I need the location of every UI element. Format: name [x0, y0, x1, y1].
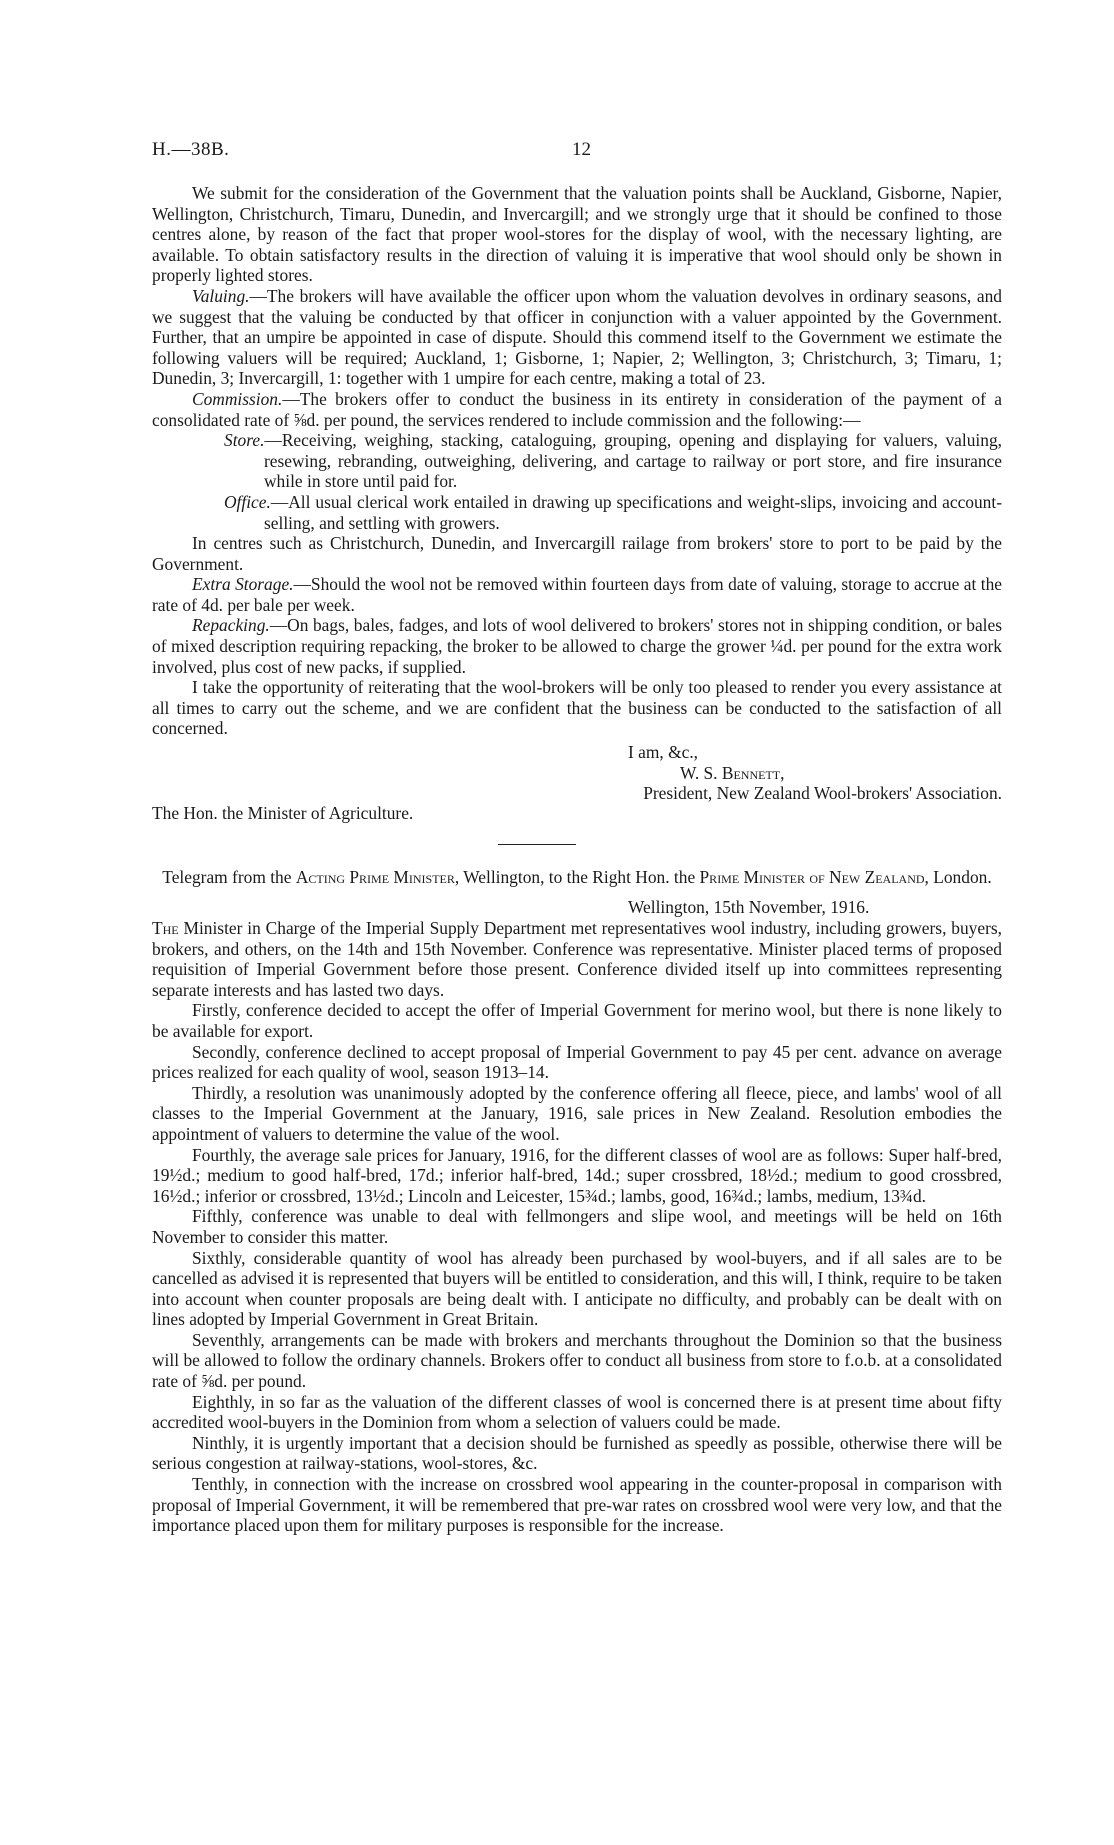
letter-paragraph-valuing [152, 286, 1002, 389]
telegram-title-part: Acting Prime Minister [295, 866, 455, 887]
telegram-paragraph: Tenthly, in connection with the increase on crossbred wool appearing in the counter-proposal in comparison with proposal of Imperial Government, it will be remembered that pre-war rates on crossbred wool were very low, and that the importance placed upon them for military purposes is responsible for the increase. [152, 1474, 1002, 1536]
section-text: —All usual clerical work entailed in drawing up specifications and weight-slips, invoicing and account-selling, and settling with growers. [264, 491, 1002, 533]
section-text: —The brokers will have available the officer upon whom the valuation devolves in ordinary seasons, and we suggest that the valuing be conducted by that officer in conjunction with a valuer appointed by the Government. Further, that an umpire be appointed in case of dispute. Should this commend itself to the Government we estimate the following valuers will be required; Auckland, 1; Gisborne, 1; Napier, 2; Wellington, 3; Christchurch, 3; Timaru, 1; Dunedin, 3; Invercargill, 1: together with 1 umpire for each centre, making a total of 23. [152, 285, 1002, 389]
letter-paragraph: We submit for the consideration of the Government that the valuation points shall be Auckland, Gisborne, Napier, Wellington, Christchurch, Timaru, Dunedin, and Invercargill; and we strongly urge that it should be confined to those centres alone, by reason of the fact that proper wool-stores for the display of wool, with the necessary lighting, are available. To obtain satisfactory results in the direction of valuing it is imperative that wool should only be shown in properly lighted stores. [152, 183, 1002, 286]
telegram-title-part: , Wellington, to the Right Hon. the [454, 866, 700, 887]
letter-paragraph-extra-storage [152, 574, 1002, 615]
telegram-dateline: Wellington, 15th November, 1916. [628, 897, 870, 918]
letter-subparagraph-office [224, 491, 1002, 533]
letter-signer-title: President, New Zealand Wool-brokers' Association. [643, 783, 1002, 804]
telegram-text: Minister in Charge of the Imperial Supply Department met representatives wool industry, including growers, buyers, brokers, and others, on the 14th and 15th November. Conference was representative. Minister placed terms of proposed requisition of Imperial Government before those present. Conference divided itself up into committees representing separate interests and has lasted two days. [152, 918, 1002, 1000]
telegram-paragraph: Seventhly, arrangements can be made with brokers and merchants throughout the Dominion so that the business will be allowed to follow the ordinary channels. Brokers offer to conduct all business from store to f.o.b. at a consolidated rate of ⅝d. per pound. [152, 1329, 1002, 1392]
section-label: Repacking. [192, 615, 270, 636]
section-label: Extra Storage. [192, 574, 294, 595]
telegram-paragraph [152, 918, 1002, 1000]
section-text: —The brokers offer to conduct the business in its entirety in consideration of the payment of a consolidated rate of ⅝d. per pound, the services rendered to include commission and the following:— [152, 388, 1002, 430]
section-label: Office. [224, 491, 271, 512]
telegram-title [152, 867, 1002, 888]
telegram-lead-word: The [152, 918, 179, 938]
section-label: Store. [224, 430, 265, 451]
telegram-paragraph: Secondly, conference declined to accept proposal of Imperial Government to pay 45 per cent. advance on average prices realized for each quality of wool, season 1913–14. [152, 1041, 1002, 1083]
telegram-paragraph: Thirdly, a resolution was unanimously adopted by the conference offering all fleece, piece, and lambs' wool of all classes to the Imperial Government at the January, 1916, sale prices in New Zealand. Resolution embodies the appointment of valuers to determine the value of the wool. [152, 1082, 1002, 1144]
letter-addressee: The Hon. the Minister of Agriculture. [152, 803, 414, 824]
telegram-paragraph: Fifthly, conference was unable to deal with fellmongers and slipe wool, and meetings will be held on 16th November to consider this matter. [152, 1206, 1002, 1247]
letter-footer-line [152, 783, 1002, 824]
telegram-paragraph: Firstly, conference decided to accept the offer of Imperial Government for merino wool, but there is none likely to be available for export. [152, 1000, 1002, 1041]
document-reference: H.—38B. [152, 139, 230, 160]
letter-subparagraph-store [224, 430, 1002, 492]
page-header [152, 140, 1002, 164]
telegram-title-part: Telegram from the [162, 866, 296, 887]
section-label: Commission. [192, 388, 283, 409]
letter-paragraph: I take the opportunity of reiterating that the wool-brokers will be only too pleased to render you every assistance at all times to carry out the scheme, and we are confident that the business can be conducted to the satisfaction of all concerned. [152, 677, 1002, 739]
letter-signer: W. S. Bennett, [680, 762, 785, 783]
telegram-paragraph: Eighthly, in so far as the valuation of the different classes of wool is concerned there is at present time about fifty accredited wool-buyers in the Dominion from whom a selection of valuers could be made. [152, 1391, 1002, 1433]
section-text: —Should the wool not be removed within fourteen days from date of valuing, storage to accrue at the rate of 4d. per bale per week. [152, 574, 1002, 615]
telegram-title-part: Prime Minister of New Zealand [699, 866, 925, 887]
section-divider [498, 844, 576, 845]
telegram-paragraph: Ninthly, it is urgently important that a decision should be furnished as speedly as possible, otherwise there will be serious congestion at railway-stations, wool-stores, &c. [152, 1432, 1002, 1474]
page-body [152, 183, 1002, 1536]
telegram-title-part: , London. [924, 866, 992, 887]
letter-sign-off: I am, &c., [628, 742, 699, 763]
section-label: Valuing. [192, 285, 250, 306]
letter-paragraph-repacking [152, 615, 1002, 677]
page-number: 12 [572, 139, 591, 160]
section-text: —Receiving, weighing, stacking, cataloguing, grouping, opening and displaying for valuers, valuing, resewing, rebranding, outweighing, delivering, and cartage to railway or port store, and fire insurance while in store until paid for. [264, 430, 1002, 492]
telegram-paragraph: Sixthly, considerable quantity of wool has already been purchased by wool-buyers, and if all sales are to be cancelled as advised it is represented that buyers will be entitled to consideration, and this will, I think, require to be taken into account when counter proposals are being dealt with. I anticipate no difficulty, and probably can be dealt with on lines adopted by Imperial Government in Great Britain. [152, 1247, 1002, 1330]
letter-paragraph-commission [152, 389, 1002, 430]
section-text: —On bags, bales, fadges, and lots of wool delivered to brokers' stores not in shipping condition, or bales of mixed description requiring repacking, the broker to be allowed to charge the grower ¼d. per pound for the extra work involved, plus cost of new packs, if supplied. [152, 615, 1002, 677]
telegram-paragraph: Fourthly, the average sale prices for January, 1916, for the different classes of wool are as follows: Super half-bred, 19½d.; medium to good half-bred, 17d.; inferior half-bred, 14d.; super crossbred, 18½d.; medium to good crossbred, 16½d.; inferior or crossbred, 13½d.; Lincoln and Leicester, 15¾d.; lambs, good, 16¾d.; lambs, medium, 13¾d. [152, 1144, 1002, 1206]
letter-paragraph: In centres such as Christchurch, Dunedin, and Invercargill railage from brokers' store to port to be paid by the Government. [152, 533, 1002, 574]
